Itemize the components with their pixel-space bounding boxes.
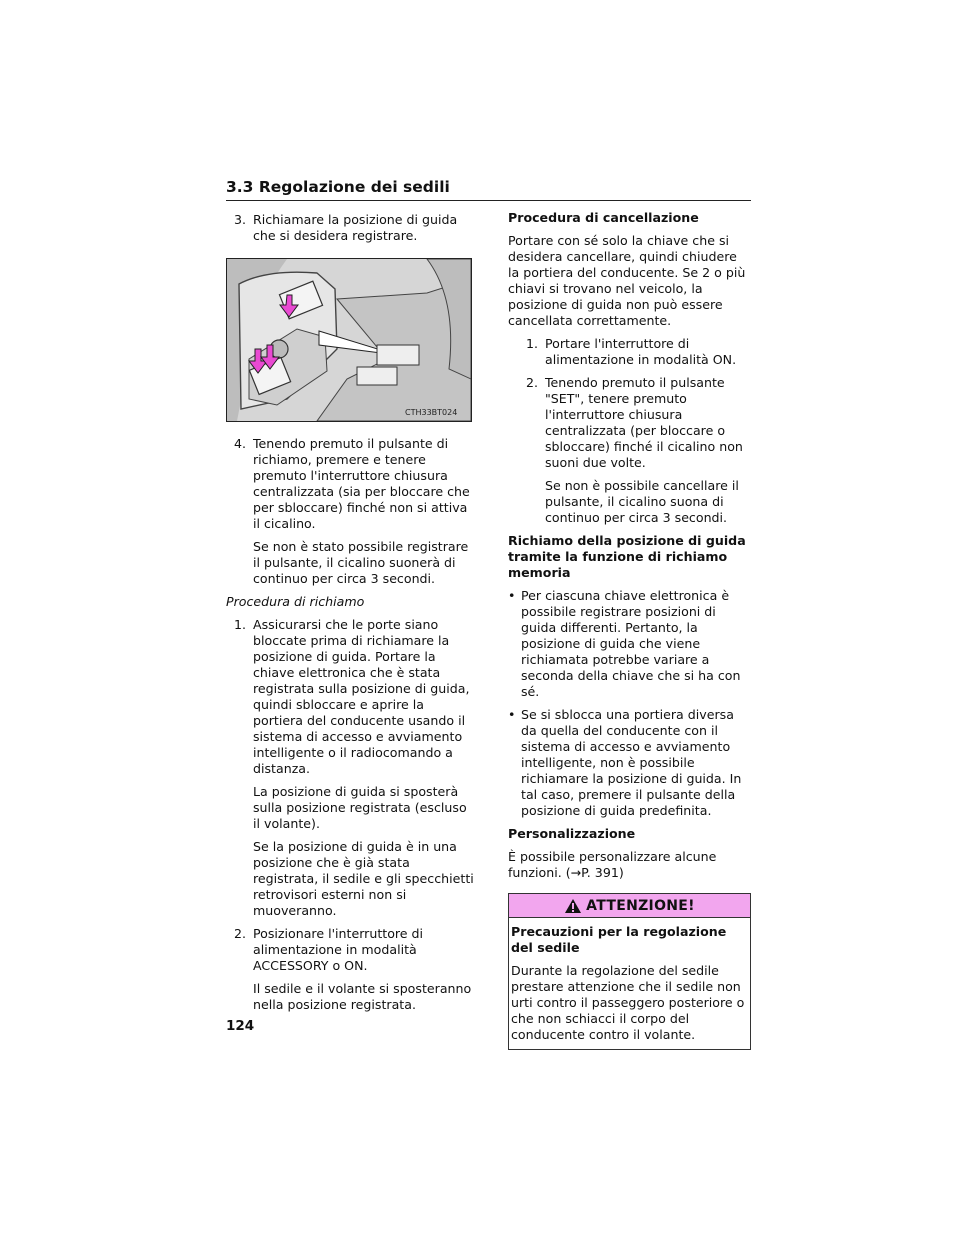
recall-step-1-note-2: Se la posizione di guida è in una posizione che è già stata registrata, il sedile e gli specchietti retrovisori esterni non si muoveranno. xyxy=(253,839,474,918)
cancel-step-2 xyxy=(526,375,751,471)
warning-body xyxy=(509,918,750,1049)
bullet-marker: • xyxy=(508,588,516,603)
bullet-text: Per ciascuna chiave elettronica è possibile registrare posizioni di guida differenti. Pertanto, la posizione di guida che viene richiamata potrebbe variare a seconda della chiave che si ha con sé. xyxy=(521,588,741,699)
warning-box xyxy=(508,893,751,1050)
cancel-step-2-note: Se non è possibile cancellare il pulsante, il cicalino suona di continuo per circa 3 secondi. xyxy=(545,478,739,525)
step-text: Tenendo premuto il pulsante "SET", tenere premuto l'interruttore chiusura centralizzata (per bloccare o sbloccare) finché il cicalino non suoni due volte. xyxy=(545,375,743,470)
figure-code: CTH33BT024 xyxy=(405,408,458,417)
step-number: 1. xyxy=(526,336,539,351)
step-text: Assicurarsi che le porte siano bloccate prima di richiamare la posizione di guida. Portare la chiave elettronica che è stata registrata sulla posizione di guida, quindi sbloccare e aprire la portiera del conducente usando il sistema di accesso e avviamento intelligente o il radiocomando a distanza. xyxy=(253,617,470,776)
bullet-item-2 xyxy=(508,707,751,819)
custom-heading: Personalizzazione xyxy=(508,826,636,841)
warning-triangle-icon xyxy=(564,898,582,914)
step-text: Richiamare la posizione di guida che si desidera registrare. xyxy=(253,212,458,243)
warning-subtitle: Precauzioni per la regolazione del sedile xyxy=(511,924,727,955)
recall-step-2 xyxy=(234,926,476,974)
cancel-heading: Procedura di cancellazione xyxy=(508,210,699,225)
recall-step-2-note: Il sedile e il volante si sposteranno nella posizione registrata. xyxy=(253,981,472,1012)
recall-step-1-note-1: La posizione di guida si sposterà sulla posizione registrata (escluso il volante). xyxy=(253,784,467,831)
memory-heading: Richiamo della posizione di guida tramite la funzione di richiamo memoria xyxy=(508,533,746,580)
bullet-item-1 xyxy=(508,588,751,700)
left-column xyxy=(226,212,476,1020)
cancel-text: Portare con sé solo la chiave che si desidera cancellare, quindi chiudere la portiera del conducente. Se 2 o più chiavi si trovano nel veicolo, la posizione di guida non può essere cancellata correttamente. xyxy=(508,233,746,328)
recall-heading: Procedura di richiamo xyxy=(226,594,365,609)
warning-text: Durante la regolazione del sedile prestare attenzione che il sedile non urti contro il passeggero posteriore o che non schiacci il corpo del conducente contro il volante. xyxy=(511,963,745,1042)
bullet-marker: • xyxy=(508,707,516,722)
custom-text: È possibile personalizzare alcune funzioni. (→P. 391) xyxy=(508,849,717,880)
warning-title: ATTENZIONE! xyxy=(586,897,695,914)
seat-memory-switch-figure xyxy=(226,258,472,422)
page-number: 124 xyxy=(226,1018,255,1034)
section-header: 3.3 Regolazione dei sedili xyxy=(226,178,751,201)
step-text: Portare l'interruttore di alimentazione in modalità ON. xyxy=(545,336,737,367)
step-number: 3. xyxy=(234,212,247,227)
step-text: Posizionare l'interruttore di alimentazione in modalità ACCESSORY o ON. xyxy=(253,926,424,973)
step-number: 2. xyxy=(526,375,539,390)
step-number: 1. xyxy=(234,617,247,632)
step-number: 2. xyxy=(234,926,247,941)
recall-step-1 xyxy=(234,617,476,777)
step-text: Tenendo premuto il pulsante di richiamo, premere e tenere premuto l'interruttore chiusura centralizzata (sia per bloccare che per sbloccare) finché non si attiva il cicalino. xyxy=(253,436,470,531)
door-panel-illustration xyxy=(227,259,471,421)
cancel-step-1 xyxy=(526,336,751,368)
bullet-text: Se si sblocca una portiera diversa da quella del conducente con il sistema di accesso e avviamento intelligente, non è possibile richiamare la posizione di guida. In tal caso, premere il pulsante della posizione di guida predefinita. xyxy=(521,707,742,818)
warning-header xyxy=(509,894,750,918)
step-3 xyxy=(234,212,476,244)
right-column xyxy=(508,210,751,1050)
step-4-note: Se non è stato possibile registrare il pulsante, il cicalino suonerà di continuo per circa 3 secondi. xyxy=(253,539,469,586)
step-4 xyxy=(234,436,476,532)
step-number: 4. xyxy=(234,436,247,451)
